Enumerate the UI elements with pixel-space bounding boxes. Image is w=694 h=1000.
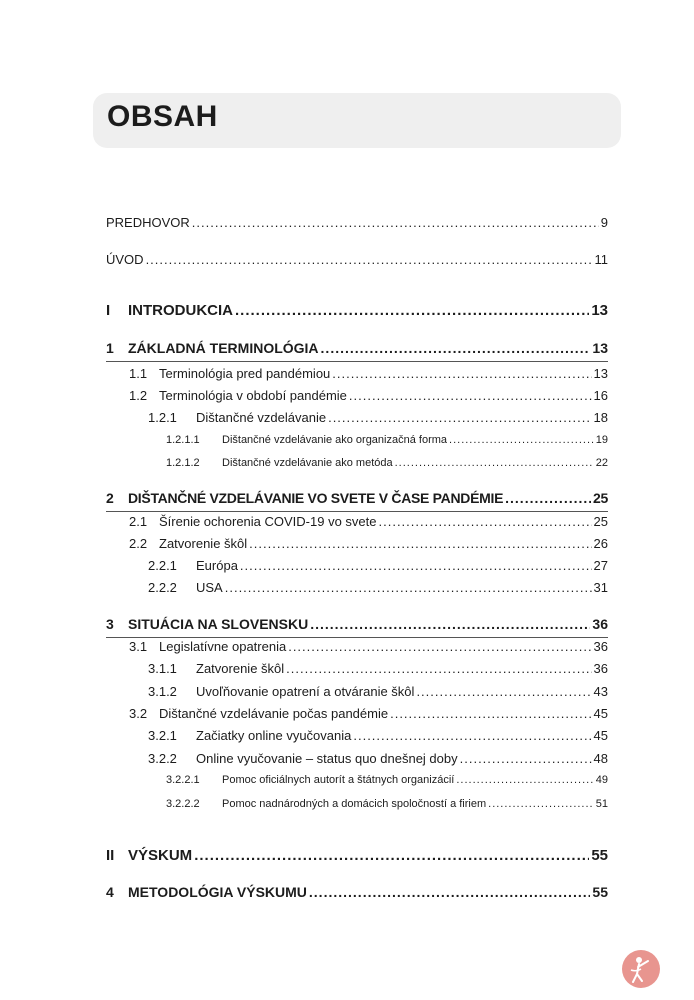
toc-subsubsection-entry[interactable] (0, 774, 694, 790)
toc-entry-number: 3.1 (129, 639, 148, 654)
dot-leader (488, 798, 594, 810)
toc-entry-predhovor[interactable] (0, 215, 694, 233)
toc-entry-page: 22 (595, 457, 608, 469)
toc-entry-page: 9 (600, 215, 608, 230)
toc-entry-number: 2.1 (129, 514, 148, 529)
toc-entry-page: 36 (593, 661, 608, 676)
toc-entry-page: 48 (593, 751, 608, 766)
toc-entry-page: 11 (594, 252, 608, 267)
toc-entry-text: Uvoľňovanie opatrení a otváranie škôl (196, 684, 415, 699)
toc-entry-page: 36 (593, 639, 608, 654)
dot-leader (395, 457, 594, 469)
toc-entry-number: 3.2.2 (148, 751, 177, 766)
dot-leader (235, 302, 589, 319)
toc-entry-page: 45 (593, 706, 608, 721)
toc-chapter-entry[interactable] (0, 340, 694, 359)
toc-entry-text: Terminológia v období pandémie (159, 388, 347, 403)
toc-entry-number: 1.2.1.1 (166, 434, 200, 446)
figure-icon (622, 950, 660, 988)
toc-section-entry[interactable] (0, 639, 694, 657)
toc-entry-page: 19 (595, 434, 608, 446)
toc-entry-page: 13 (592, 340, 608, 356)
toc-section-entry[interactable] (0, 536, 694, 554)
toc-entry-text: Zatvorenie škôl (196, 661, 285, 676)
toc-chapter-entry[interactable] (0, 884, 694, 903)
toc-entry-number: 2 (106, 490, 114, 506)
toc-entry-number: 4 (106, 884, 114, 900)
toc-entry-number: 2.2.2 (148, 580, 177, 595)
toc-entry-number: 1.2.1 (148, 410, 177, 425)
toc-section-entry[interactable] (0, 706, 694, 724)
dot-leader (146, 252, 593, 267)
toc-subsection-entry[interactable] (0, 558, 694, 576)
toc-subsection-entry[interactable] (0, 728, 694, 746)
dot-leader (321, 340, 591, 356)
toc-entry-page: 45 (593, 728, 608, 743)
toc-entry-page: 26 (593, 536, 608, 551)
toc-entry-text: PREDHOVOR (106, 215, 190, 230)
toc-entry-text: METODOLÓGIA VÝSKUMU (128, 884, 307, 900)
toc-entry-page: 55 (591, 847, 608, 864)
toc-entry-text: Dištančné vzdelávanie ako metóda (222, 457, 393, 469)
toc-section-entry[interactable] (0, 514, 694, 532)
toc-entry-page: 55 (592, 884, 608, 900)
toc-entry-number: 3.1.2 (148, 684, 177, 699)
dot-leader (379, 514, 592, 529)
toc-entry-text: Zatvorenie škôl (159, 536, 248, 551)
dot-leader (194, 847, 589, 864)
toc-chapter-entry[interactable] (0, 490, 694, 509)
toc-entry-number: II (106, 847, 115, 864)
dot-leader (240, 558, 592, 573)
contents-title-box (93, 93, 621, 148)
toc-entry-page: 13 (591, 302, 608, 319)
toc-entry-number: I (106, 302, 111, 319)
toc-entry-text: Dištančné vzdelávanie ako organizačná forma (222, 434, 448, 446)
toc-entry-number: 2.2 (129, 536, 148, 551)
chapter-divider (106, 361, 608, 362)
dot-leader (249, 536, 591, 551)
toc-subsection-entry[interactable] (0, 684, 694, 702)
toc-entry-text: USA (196, 580, 223, 595)
dot-leader (286, 661, 591, 676)
toc-entry-page: 51 (595, 798, 608, 810)
toc-part-entry[interactable] (0, 847, 694, 867)
toc-chapter-entry[interactable] (0, 616, 694, 635)
dot-leader (288, 639, 591, 654)
dot-leader (349, 388, 592, 403)
toc-entry-page: 13 (593, 366, 608, 381)
toc-entry-number: 3.2.1 (148, 728, 177, 743)
toc-entry-text: Šírenie ochorenia COVID-19 vo svete (159, 514, 377, 529)
toc-entry-number: 3 (106, 616, 114, 632)
toc-entry-text: Terminológia pred pandémiou (159, 366, 331, 381)
toc-entry-text: Európa (196, 558, 238, 573)
toc-entry-number: 1.2.1.2 (166, 457, 200, 469)
toc-entry-number: 2.2.1 (148, 558, 177, 573)
toc-entry-text: Dištančné vzdelávanie (196, 410, 327, 425)
dot-leader (328, 410, 591, 425)
toc-entry-text: Pomoc nadnárodných a domácich spoločností a firiem (222, 798, 487, 810)
contents-title: OBSAH (107, 100, 218, 133)
toc-entry-text: ÚVOD (106, 252, 144, 267)
toc-entry-number: 3.2 (129, 706, 148, 721)
toc-entry-number: 1 (106, 340, 114, 356)
toc-subsubsection-entry[interactable] (0, 798, 694, 814)
toc-entry-number: 1.2 (129, 388, 148, 403)
toc-entry-text: Začiatky online vyučovania (196, 728, 352, 743)
publisher-logo-icon (622, 950, 660, 988)
toc-entry-text: DIŠTANČNÉ VZDELÁVANIE VO SVETE V ČASE PANDÉMIE (128, 490, 504, 506)
dot-leader (310, 616, 590, 632)
toc-entry-text: Pomoc oficiálnych autorít a štátnych organizácií (222, 774, 455, 786)
chapter-divider (106, 637, 608, 638)
toc-entry-text: Legislatívne opatrenia (159, 639, 287, 654)
toc-entry-text: SITUÁCIA NA SLOVENSKU (128, 616, 309, 632)
toc-section-entry[interactable] (0, 366, 694, 384)
toc-entry-text: ZÁKLADNÁ TERMINOLÓGIA (128, 340, 319, 356)
toc-entry-page: 31 (593, 580, 608, 595)
toc-entry-text: INTRODUKCIA (128, 302, 233, 319)
toc-subsubsection-entry[interactable] (0, 434, 694, 450)
toc-entry-number: 3.2.2.2 (166, 798, 200, 810)
toc-entry-text: Online vyučovanie – status quo dnešnej doby (196, 751, 458, 766)
toc-entry-text: VÝSKUM (128, 847, 193, 864)
toc-entry-page: 25 (593, 490, 608, 506)
toc-entry-page: 27 (593, 558, 608, 573)
toc-entry-number: 3.2.2.1 (166, 774, 200, 786)
dot-leader (332, 366, 591, 381)
dot-leader (505, 490, 591, 506)
dot-leader (225, 580, 592, 595)
dot-leader (309, 884, 591, 900)
dot-leader (353, 728, 591, 743)
toc-entry-page: 16 (593, 388, 608, 403)
toc-entry-page: 18 (593, 410, 608, 425)
toc-subsubsection-entry[interactable] (0, 457, 694, 473)
toc-subsection-entry[interactable] (0, 751, 694, 769)
toc-subsection-entry[interactable] (0, 410, 694, 428)
dot-leader (456, 774, 593, 786)
toc-entry-number: 3.1.1 (148, 661, 177, 676)
toc-part-entry[interactable] (0, 302, 694, 322)
dot-leader (416, 684, 591, 699)
dot-leader (390, 706, 591, 721)
toc-subsection-entry[interactable] (0, 580, 694, 598)
chapter-divider (106, 511, 608, 512)
toc-section-entry[interactable] (0, 388, 694, 406)
toc-entry-uvod[interactable] (0, 252, 694, 270)
toc-entry-number: 1.1 (129, 366, 148, 381)
toc-entry-page: 49 (595, 774, 608, 786)
toc-entry-page: 25 (593, 514, 608, 529)
toc-subsection-entry[interactable] (0, 661, 694, 679)
dot-leader (192, 215, 599, 230)
toc-entry-page: 43 (593, 684, 608, 699)
toc-entry-text: Dištančné vzdelávanie počas pandémie (159, 706, 389, 721)
dot-leader (449, 434, 594, 446)
dot-leader (460, 751, 592, 766)
toc-entry-page: 36 (592, 616, 608, 632)
